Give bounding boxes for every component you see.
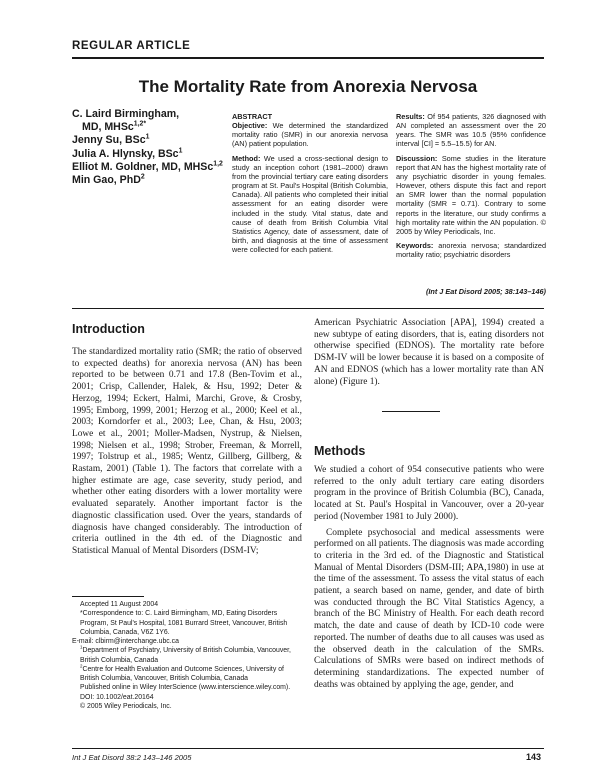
top-rule — [72, 57, 544, 59]
introduction-paragraph: The standardized mortality ratio (SMR; the ratio of observed to expected deaths) for anorexia nervosa (AN) has been reported to be between 0.71 and 17.8 (Ben-Tovim et al., 2001; Crisp, Callender, Halek, & Hsu, 1992; Deter & Herzog, 1994; Eckert, Halmi, Marchi, Grove, & Crosby, 1995; Emborg, 1999, 2001; Herzog et al., 2000; Keel et al., 2003; Korndorfer et al., 2003; Lee, Chan, & Hsu, 2003; Lowe et al., 2001; Moller-Madsen, Nystrup, & Nielsen, 1998; Nielsen et al., 1998; Strober, Freeman, & Morrell, 1997; Tolstrup et al., 1985; Wentz, Gillberg, Gillberg, & Rastam, 2001) (Table 1). The factors that correlate with a higher estimate are age, case severity, study period, and whether other eating disorders with a lower mortality were evaluated separately. Another important factor is the diagnostic classification used. Over the years, standards of diagnosis have changed considerably. The introduction of criteria outlined in the 4th ed. of the Diagnostic and Statistical Manual of Mental Disorders (DSM-IV; — [72, 347, 302, 556]
methods-paragraph: We studied a cohort of 954 consecutive patients who were referred to the only adult tertiary care eating disorders program in the province of British Columbia (BC), Canada, located at St. Paul's Hospital in Vancouver, over a 20-year period (November 1981 to July 2000). — [314, 465, 544, 522]
introduction-continuation — [314, 318, 544, 388]
article-title: The Mortality Rate from Anorexia Nervosa — [138, 77, 478, 96]
copyright: © 2005 Wiley Periodicals, Inc. — [80, 702, 172, 710]
footnotes — [72, 600, 302, 711]
introduction-body — [72, 347, 302, 558]
affiliation-2: $^2$Centre for Health Evaluation and Outcome Sciences, University of British Columbia, Vancouver, British Columbia, Canada — [80, 663, 284, 682]
author-name: C. Laird Birmingham, — [72, 108, 180, 120]
author-name: Jenny Su, BSc$^1$ — [72, 133, 150, 147]
abstract-keywords: Keywords: anorexia nervosa; standardized mortality ratio; psychiatric disorders — [396, 241, 546, 260]
abstract-column-left — [232, 112, 388, 259]
published-online: Published online in Wiley InterScience (www.interscience.wiley.com). DOI: 10.1002/eat.20164 — [80, 684, 291, 701]
page-number: 143 — [526, 752, 542, 762]
footer-journal-info: Int J Eat Disord 38:2 143–146 2005 — [72, 753, 192, 762]
methods-body — [314, 465, 544, 691]
short-divider — [382, 411, 440, 412]
author-name: MD, MHSc$^{1,2*}$ — [82, 120, 147, 134]
author-list — [72, 108, 232, 187]
methods-heading: Methods — [314, 444, 366, 458]
author-name: Julia A. Hlynsky, BSc$^1$ — [72, 147, 183, 160]
abstract-results: Results: Of 954 patients, 326 diagnosed with AN completed an assessment over the 20 years. The SMR was 10.5 (95% confidence interval [CI] = 5.5–15.5) for AN. — [396, 112, 546, 149]
author-name: Elliot M. Goldner, MD, MHSc$^{1,2}$ — [72, 160, 223, 173]
journal-citation: (Int J Eat Disord 2005; 38:143–146) — [425, 287, 546, 296]
accepted-date: Accepted 11 August 2004 — [80, 601, 159, 608]
abstract-column-right — [396, 112, 546, 264]
section-label: REGULAR ARTICLE — [72, 40, 191, 52]
author-name: Min Gao, PhD$^2$ — [72, 173, 145, 187]
affiliation-1: $^1$Department of Psychiatry, University of British Columbia, Vancouver, British Columbia, Canada — [80, 644, 291, 664]
abstract-objective: Objective: We determined the standardized mortality ratio (SMR) in our anorexia nervosa (AN) patient population. — [232, 121, 389, 149]
footer-rule — [72, 748, 544, 749]
introduction-paragraph-cont: American Psychiatric Association [APA], 1994) created a new subtype of eating disorders, that is, eating disorders not otherwise specified (EDNOS). The mortality rate before DSM-IV will be lower because it is based on a composite of AN and EDNOS (which has a lower mortality rate than AN alone) (Figure 1). — [314, 318, 544, 387]
abstract-discussion: Discussion: Some studies in the literature report that AN has the highest mortality rate of any psychiatric disorder in young females. However, others dispute this fact and report an SMR lower than the normal population mortality (SMR = 0.71). Contrary to some reports in the literature, our study confirms a high mortality rate within the AN population. © 2005 by Wiley Periodicals, Inc. — [396, 153, 546, 236]
methods-paragraph: Complete psychosocial and medical assessments were performed on all patients. The diagnosis was made according to criteria in the 3rd ed. of the Diagnostic and Statistical Manual of Mental Disorders (DSM-III; APA,1980) in use at the time of the assessment. To assess the vital status of each patient, a search based on name, gender, and date of birth was conducted through the BC Vital Statistics Agency, a branch of the BC Ministry of Health. For each death record match, the date and cause of death by ICD-10 code were reported. The number of deaths due to all causes was used as the observed death in the calculation of the SMRs. Calculations of SMRs were based on indirect methods of determining standardizations. The expected number of deaths was obtained by applying the age, gender, and — [314, 527, 544, 690]
email-link[interactable]: E-mail: clbirm@interchange.ubc.ca — [72, 638, 179, 645]
introduction-heading: Introduction — [72, 322, 145, 336]
abstract-method: Method: We used a cross-sectional design to study an inception cohort (1981–2000) drawn from the provincial tertiary care eating disorders program at St. Paul's Hospital (British Columbia, Canada). All patients who completed their initial assessment for an eating disorder were included in the study. Vital status, date and cause of death from British Columbia Vital Statistics Agency, date of assessment, date of birth, and diagnosis at the time of assessment were collected for each patient. — [232, 153, 388, 255]
section-divider — [72, 308, 544, 309]
correspondence-note: *Correspondence to: C. Laird Birmingham, MD, Eating Disorders Program, St Paul's Hospital, 1081 Burrard Street, Vancouver, British Columbia, Canada, V6Z 1Y6. — [80, 610, 288, 636]
abstract-heading: ABSTRACT — [232, 112, 273, 121]
footnote-rule — [72, 596, 144, 597]
